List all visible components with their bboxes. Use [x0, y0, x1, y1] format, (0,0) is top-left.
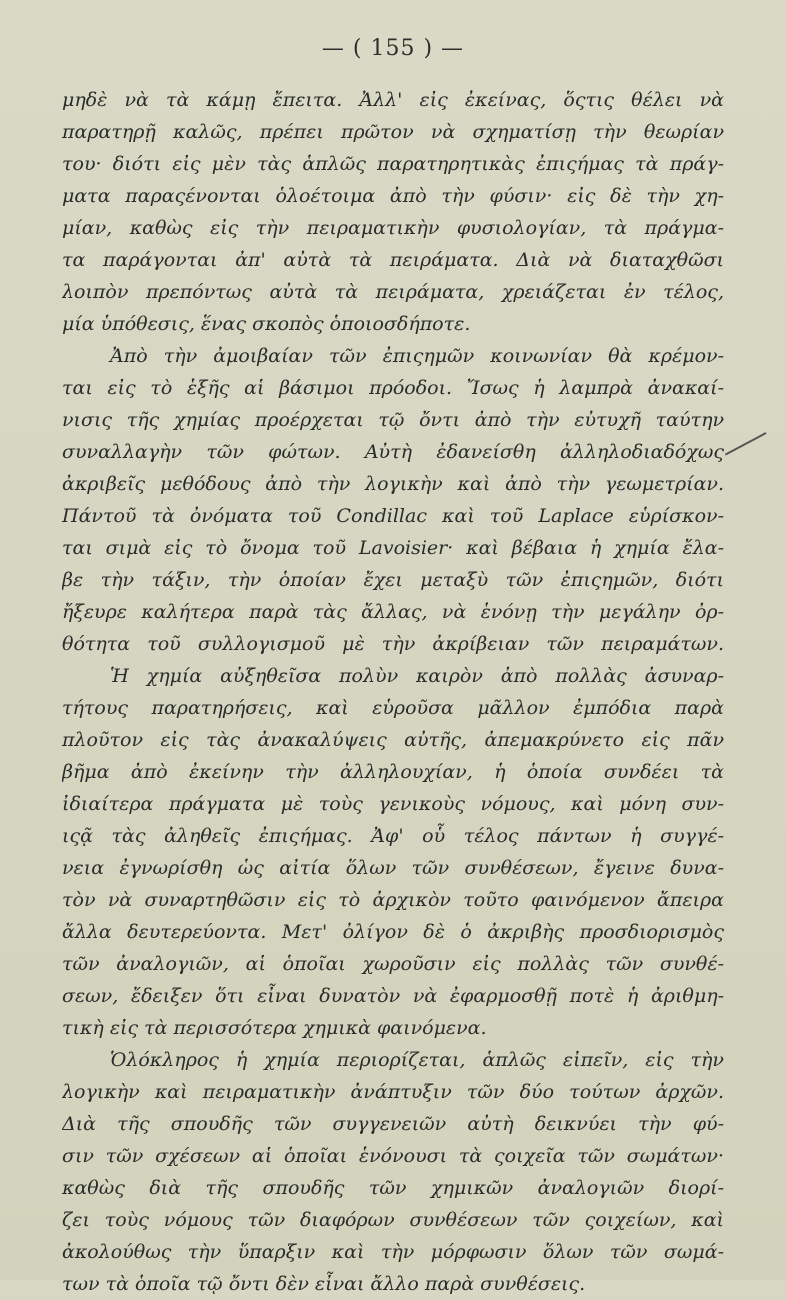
margin-pencil-mark: [725, 432, 767, 455]
text-line: των τὰ ὁποῖα τῷ ὄντι δὲν εἶναι ἄλλο παρὰ συνθέσεις.: [62, 1273, 586, 1295]
text-line: τα παράγονται ἀπ' αὐτὰ τὰ πειράματα. Διὰ νὰ διαταχθῶσι: [62, 249, 724, 271]
text-line: μηδὲ νὰ τὰ κάμῃ ἔπειτα. Ἀλλ' εἰς ἐκείνας, ὅςτις θέλει νὰ: [62, 89, 724, 111]
text-line: σεων, ἔδειξεν ὅτι εἶναι δυνατὸν νὰ ἐφαρμοσθῇ ποτὲ ἡ ἀριθμη-: [62, 985, 724, 1007]
page-number-header: — ( 155 ) —: [321, 36, 465, 61]
text-line: πλοῦτον εἰς τὰς ἀνακαλύψεις αὐτῆς, ἀπεμακρύνετο εἰς πᾶν: [62, 729, 724, 751]
text-line: ζει τοὺς νόμους τῶν διαφόρων συνθέσεων τῶν ςοιχείων, καὶ: [62, 1209, 724, 1231]
text-line: νισις τῆς χημίας προέρχεται τῷ ὄντι ἀπὸ τὴν εὐτυχῆ ταύτην: [62, 409, 724, 431]
text-line: ἄλλα δευτερεύοντα. Μετ' ὀλίγον δὲ ὁ ἀκριβὴς προσδιορισμὸς: [62, 921, 724, 943]
text-line: μίαν, καθὼς εἰς τὴν πειραματικὴν φυσιολογίαν, τὰ πράγμα-: [62, 217, 724, 239]
text-line: καθὼς διὰ τῆς σπουδῆς τῶν χημικῶν ἀναλογιῶν διορί-: [62, 1177, 724, 1199]
text-line: ἀκριβεῖς μεθόδους ἀπὸ τὴν λογικὴν καὶ ἀπὸ τὴν γεωμετρίαν.: [62, 473, 724, 495]
text-line: βῆμα ἀπὸ ἐκείνην τὴν ἀλληλουχίαν, ἡ ὁποία συνδέει τὰ: [62, 761, 724, 783]
paragraph-start-line: Ἡ χημία αὐξηθεῖσα πολὺν καιρὸν ἀπὸ πολλὰς ἀσυναρ-: [110, 665, 724, 687]
text-line: τῶν ἀναλογιῶν, αἱ ὁποῖαι χωροῦσιν εἰς πολλὰς τῶν συνθέ-: [62, 953, 724, 975]
text-line: μία ὑπόθεσις, ἕνας σκοπὸς ὁποιοσδήποτε.: [62, 313, 471, 335]
text-line: νεια ἐγνωρίσθη ὡς αἰτία ὅλων τῶν συνθέσεων, ἔγεινε δυνα-: [62, 857, 724, 879]
text-line: συναλλαγὴν τῶν φώτων. Αὐτὴ ἐδανείσθη ἀλληλοδιαδόχως: [62, 441, 724, 463]
text-line: θότητα τοῦ συλλογισμοῦ μὲ τὴν ἀκρίβειαν τῶν πειραμάτων.: [62, 633, 724, 655]
text-line: σιν τῶν σχέσεων αἱ ὁποῖαι ἑνόνουσι τὰ ςοιχεῖα τῶν σωμάτων·: [62, 1145, 724, 1167]
text-line: λοιπὸν πρεπόντως αὐτὰ τὰ πειράματα, χρειάζεται ἐν τέλος,: [62, 281, 724, 303]
paragraph-start-line: Ἀπὸ τὴν ἀμοιβαίαν τῶν ἐπιςημῶν κοινωνίαν θὰ κρέμον-: [110, 345, 724, 367]
text-line: ται εἰς τὸ ἑξῆς αἱ βάσιμοι πρόοδοι. Ἴσως ἡ λαμπρὰ ἀνακαί-: [62, 377, 724, 399]
text-line: ἤξευρε καλήτερα παρὰ τὰς ἄλλας, νὰ ἑνόνῃ τὴν μεγάλην ὀρ-: [62, 601, 724, 623]
text-line: ἰδιαίτερα πράγματα μὲ τοὺς γενικοὺς νόμους, καὶ μόνη συν-: [62, 793, 724, 815]
text-line: ται σιμὰ εἰς τὸ ὄνομα τοῦ Lavoisier· καὶ βέβαια ἡ χημία ἔλα-: [62, 537, 724, 559]
text-line: του· διότι εἰς μὲν τὰς ἁπλῶς παρατηρητικὰς ἐπιςήμας τὰ πράγ-: [62, 153, 724, 175]
paragraph-start-line: Ὁλόκληρος ἡ χημία περιορίζεται, ἁπλῶς εἰπεῖν, εἰς τὴν: [110, 1049, 724, 1071]
text-line: παρατηρῇ καλῶς, πρέπει πρῶτον νὰ σχηματίσῃ τὴν θεωρίαν: [62, 121, 724, 143]
body-text: [62, 84, 724, 1300]
text-line: ιςᾷ τὰς ἀληθεῖς ἐπιςήμας. Ἀφ' οὗ τέλος πάντων ἡ συγγέ-: [62, 825, 724, 847]
text-line: βε τὴν τάξιν, τὴν ὁποίαν ἔχει μεταξὺ τῶν ἐπιςημῶν, διότι: [62, 569, 724, 591]
text-line: ἀκολούθως τὴν ὕπαρξιν καὶ τὴν μόρφωσιν ὅλων τῶν σωμά-: [62, 1241, 724, 1263]
text-line: Πάντοῦ τὰ ὀνόματα τοῦ Condillac καὶ τοῦ Laplace εὑρίσκον-: [62, 505, 724, 527]
text-line: τικὴ εἰς τὰ περισσότερα χημικὰ φαινόμενα.: [62, 1017, 487, 1039]
text-line: τήτους παρατηρήσεις, καὶ εὑροῦσα μᾶλλον ἐμπόδια παρὰ: [62, 697, 724, 719]
text-line: Διὰ τῆς σπουδῆς τῶν συγγενειῶν αὐτὴ δεικνύει τὴν φύ-: [62, 1113, 724, 1135]
text-line: ματα παραςένονται ὁλοέτοιμα ἀπὸ τὴν φύσιν· εἰς δὲ τὴν χη-: [62, 185, 724, 207]
text-line: τὸν νὰ συναρτηθῶσιν εἰς τὸ ἀρχικὸν τοῦτο φαινόμενον ἄπειρα: [62, 889, 724, 911]
text-line: λογικὴν καὶ πειραματικὴν ἀνάπτυξιν τῶν δύο τούτων ἀρχῶν.: [62, 1081, 724, 1103]
